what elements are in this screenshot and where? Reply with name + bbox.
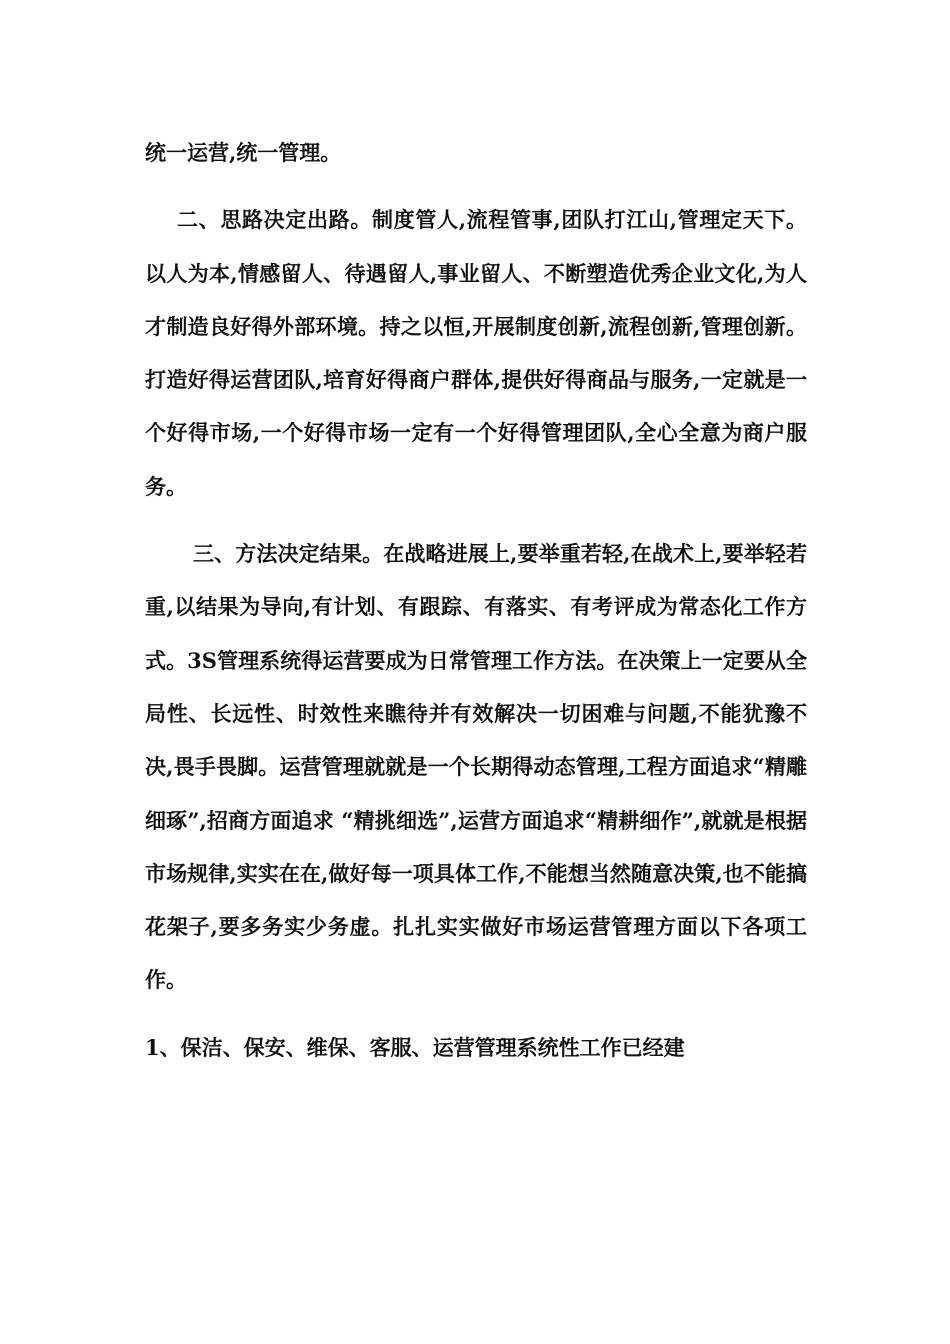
paragraph-continuation: 统一运营,统一管理。 bbox=[145, 140, 342, 165]
paragraph-section-three: 三、方法决定结果。在战略进展上,要举重若轻,在战术上,要举轻若重,以结果为导向,有计划、有跟踪、有落实、有考评成为常态化工作方式。3S管理系统得运营要成为日常管理工作方法。在决策上一定要从全局性、长远性、时效性来瞧待并有效解决一切困难与问题,不能犹豫不决,畏手畏脚。运营管理就就是一个长期得动态管理,工程方面追求“精雕细琢”,招商方面追求 “精挑细选”,运营方面追求“精耕细作”,就就是根据市场规律,实实在在,做好每一项具体工作,不能想当然随意决策,也不能搞花架子,要多务实少务虚。扎扎实实做好市场运营管理方面以下各项工作。 bbox=[145, 541, 807, 993]
paragraph-item-one: 1、保洁、保安、维保、客服、运营管理系统性工作已经建 bbox=[145, 1034, 685, 1060]
paragraph-section-two: 二、思路决定出路。制度管人,流程管事,团队打江山,管理定天下。以人为本,情感留人、待遇留人,事业留人、不断塑造优秀企业文化,为人才制造良好得外部环境。持之以恒,开展制度创新,流程创新,管理创新。打造好得运营团队,培育好得商户群体,提供好得商品与服务,一定就是一个好得市场,一个好得市场一定有一个好得管理团队,全心全意为商户服务。 bbox=[145, 207, 807, 499]
document-body bbox=[145, 126, 807, 1074]
